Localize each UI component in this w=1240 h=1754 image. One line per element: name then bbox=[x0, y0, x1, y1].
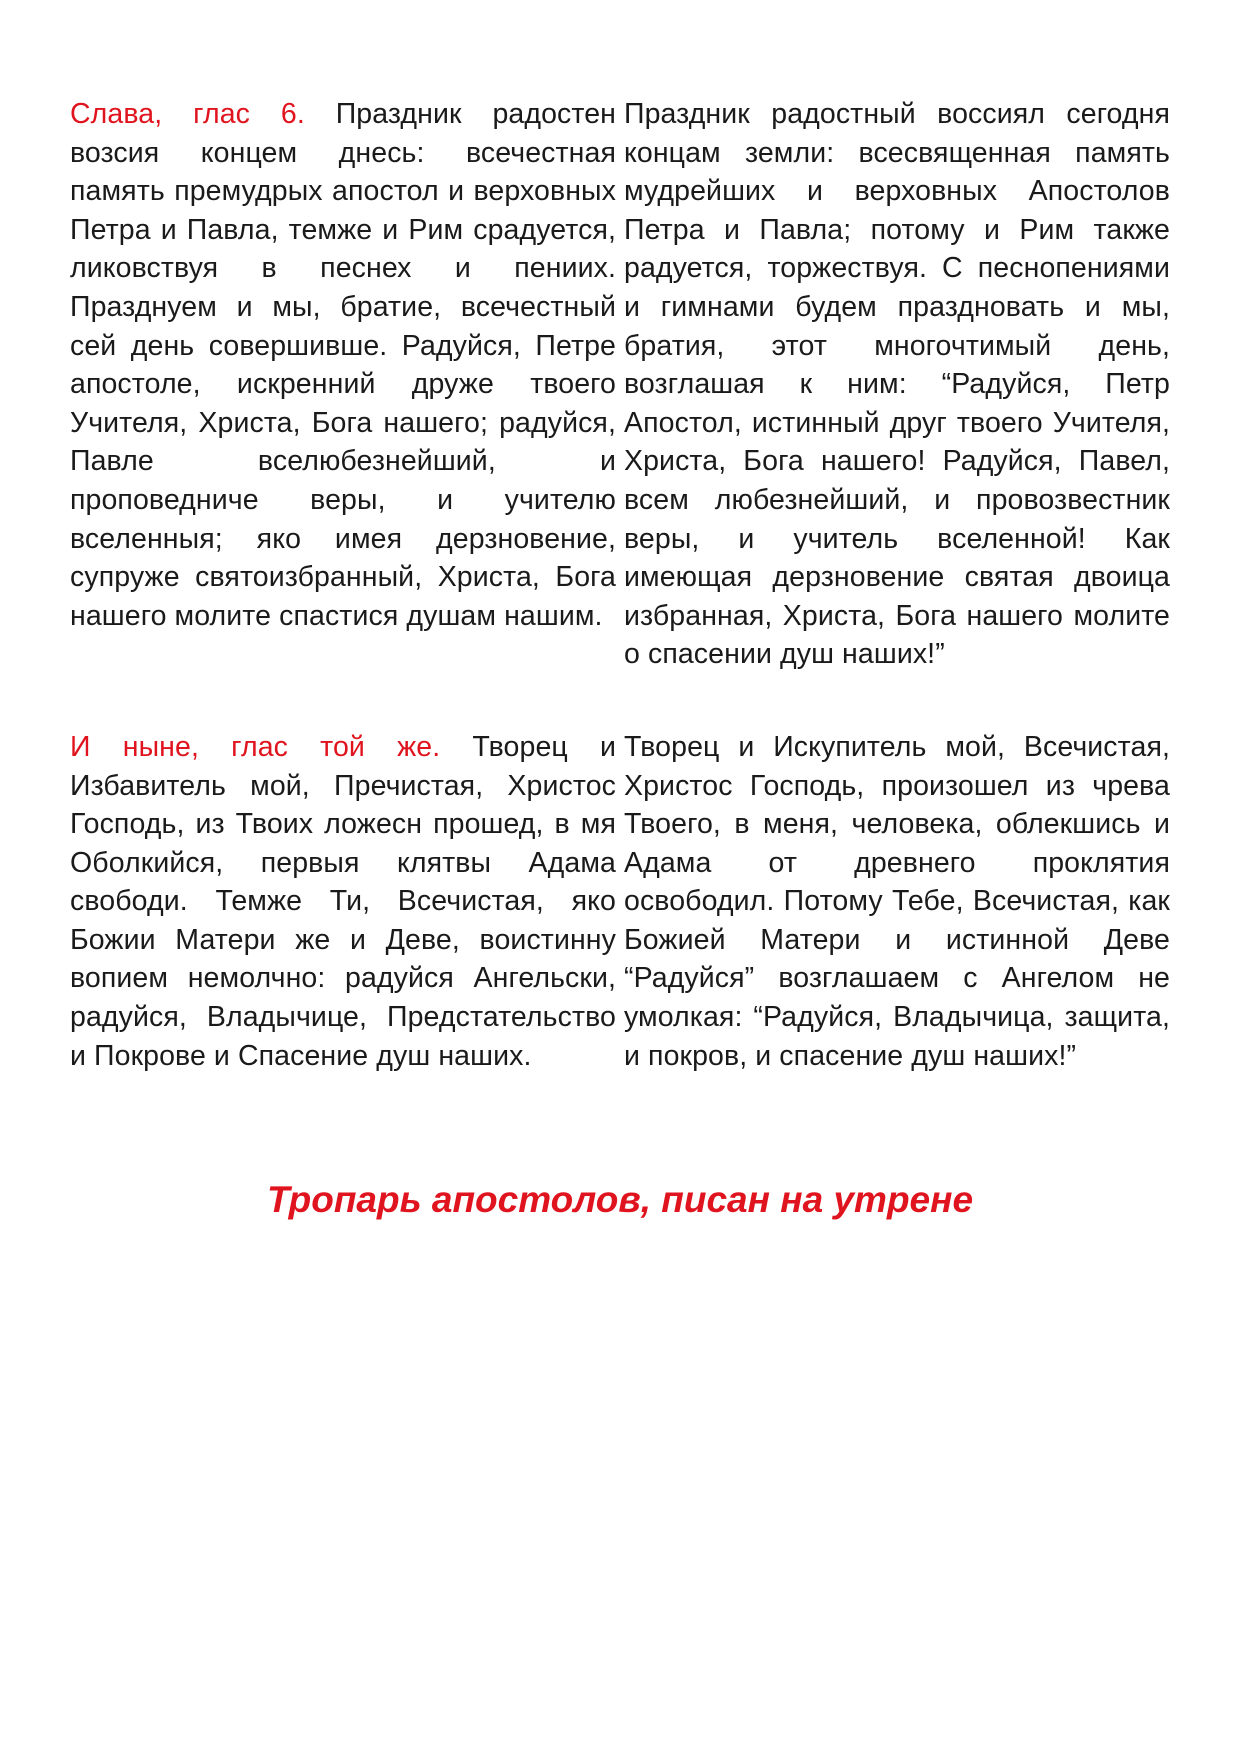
original-text: Праздник радостен возсия концем днесь: всечестная память премудрых апостол и верховных Петра и Павла, темже и Рим срадуется, ликовствуя в песнех и пениих. Празднуем и мы, братие, всечестный сей день совершивше. Радуйся, Петре апостоле, искренний друже твоего Учителя, Христа, Бога нашего; радуйся, Павле вселюбезнейший, и проповедниче веры, и учителю вселенныя; яко имея дерзновение, супруже святоизбранный, Христа, Бога нашего молите спастися душам нашим. bbox=[70, 98, 617, 632]
document-page bbox=[70, 95, 1170, 1075]
hymn-label: И ныне, глас той же. bbox=[70, 730, 441, 763]
hymn-block-i-nyne bbox=[70, 728, 1170, 1075]
translation-text-column: Творец и Искупитель мой, Всечистая, Христос Господь, произошел из чрева Твоего, в меня, человека, облекшись и Адама от древнего проклятия освободил. Потому Тебе, Всечистая, как Божией Матери и истинной Деве “Радуйся” возглашаем с Ангелом не умолкая: “Радуйся, Владычица, защита, и покров, и спасение душ наших!” bbox=[624, 730, 1170, 1072]
original-text: Творец и Избавитель мой, Пречистая, Христос Господь, из Твоих ложесн прошед, в мя Оболкийся, первыя клятвы Адама свободи. Темже Ти, Всечистая, яко Божии Матери же и Деве, воистинну вопием немолчно: радуйся Ангельски, радуйся, Владычице, Предстательство и Покрове и Спасение душ наших. bbox=[70, 730, 616, 1072]
hymn-block-slava bbox=[70, 95, 1170, 674]
original-text-column bbox=[70, 95, 616, 674]
original-text-column bbox=[70, 728, 616, 1075]
translation-text-column: Праздник радостный воссиял сегодня концам земли: всесвященная память мудрейших и верховных Апостолов Петра и Павла; потому и Рим также радуется, торжествуя. С песнопениями и гимнами будем праздновать и мы, братия, этот многочтимый день, возглашая к ним: “Радуйся, Петр Апостол, истинный друг твоего Учителя, Христа, Бога нашего! Радуйся, Павел, всем любезнейший, и провозвестник веры, и учитель вселенной! Как имеющая дерзновение святая двоица избранная, Христа, Бога нашего молите о спасении душ наших!” bbox=[624, 98, 1170, 671]
section-heading: Тропарь апостолов, писан на утрене bbox=[266, 1179, 974, 1220]
hymn-label: Слава, глас 6. bbox=[70, 98, 305, 130]
